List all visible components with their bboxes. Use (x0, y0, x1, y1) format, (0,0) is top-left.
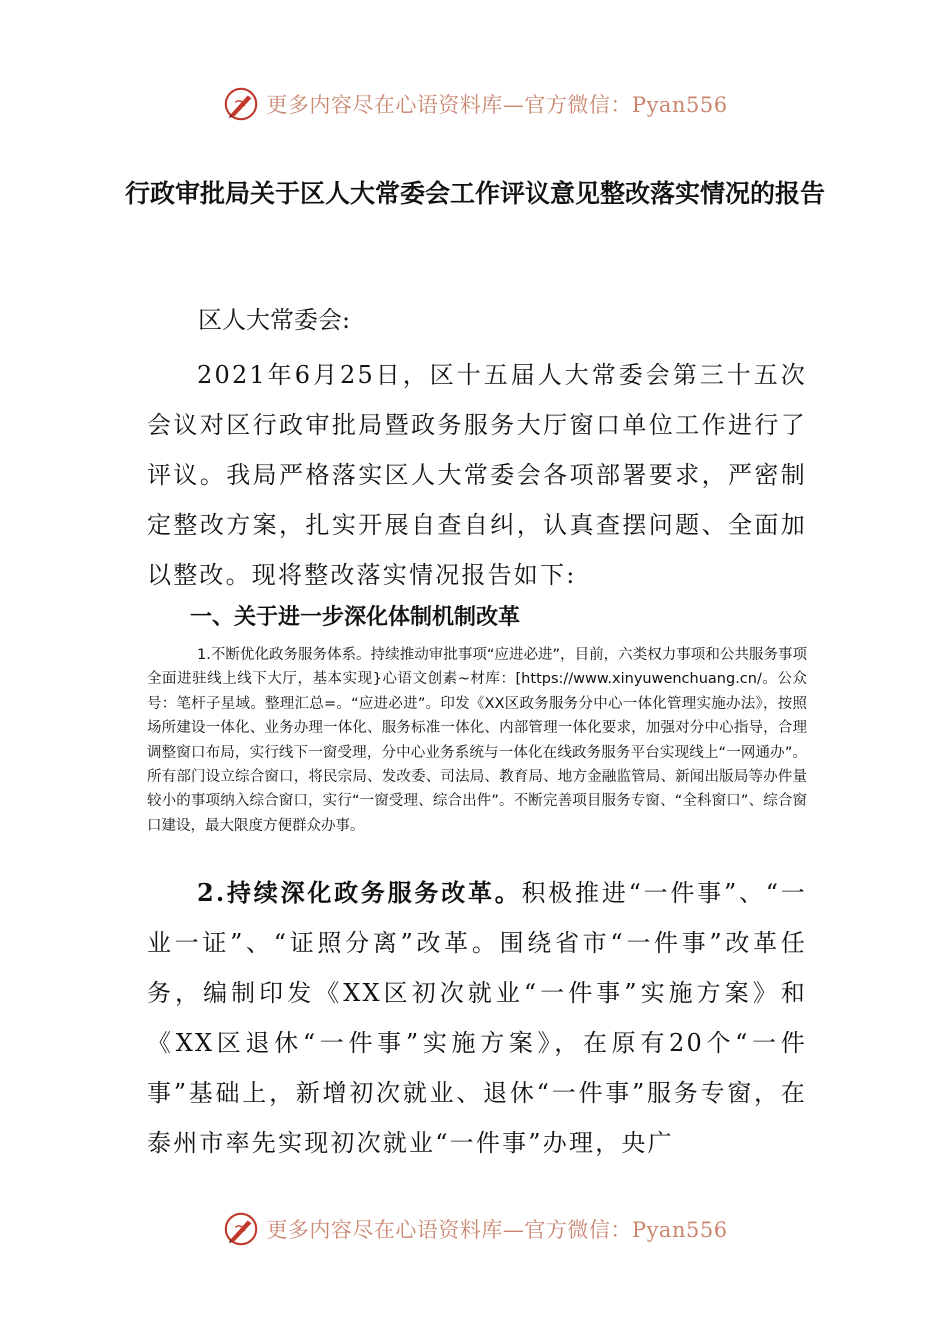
item-1-paragraph: 1.不断优化政务服务体系。持续推动审批事项“应进必进”，目前，六类权力事项和公共服务事项全面进驻线上线下大厅，基本实现}心语文创素~材库：[https://www.xinyuwenchuang.cn/。公众号：笔杆子星域。整理汇总=。“应进必进”。印发《XX区政务服务分中心一体化管理实施办法》，按照场所建设一体化、业务办理一体化、服务标准一体化、内部管理一体化要求，加强对分中心指导，合理调整窗口布局，实行线下一窗受理，分中心业务系统与一体化在线政务服务平台实现线上“一网通办”。所有部门设立综合窗口，将民宗局、发改委、司法局、教育局、地方金融监管局、新闻出版局等办件量较小的事项纳入综合窗口，实行“一窗受理、综合出件”。不断完善项目服务专窗、“全科窗口”、综合窗口建设，最大限度方便群众办事。 (147, 647, 807, 834)
item-2-paragraph (147, 868, 807, 1168)
header-watermark (0, 82, 950, 126)
salutation: 区人大常委会: (198, 306, 351, 334)
item-2-text: 积极推进“一件事”、“一业一证”、“证照分离”改革。围绕省市“一件事”改革任务，编制印发《XX区初次就业“一件事”实施方案》和《XX区退休“一件事”实施方案》，在原有20个“一件事”基础上，新增初次就业、退休“一件事”服务专窗，在泰州市率先实现初次就业“一件事”办理，央广 (147, 879, 808, 1157)
watermark-text: 更多内容尽在心语资料库—官方微信：Pyan556 (266, 93, 728, 117)
document-title: 行政审批局关于区人大常委会工作评议意见整改落实情况的报告 (124, 179, 825, 208)
intro-paragraph: 2021年6月25日，区十五届人大常委会第三十五次会议对区行政审批局暨政务服务大厅窗口单位工作进行了评议。我局严格落实区人大常委会各项部署要求，严密制定整改方案，扎实开展自查自纠，认真查摆问题、全面加以整改。现将整改落实情况报告如下: (147, 361, 807, 589)
pen-logo-icon (222, 85, 260, 123)
footer-watermark (0, 1207, 950, 1251)
pen-logo-icon (222, 1210, 260, 1248)
watermark-text: 更多内容尽在心语资料库—官方微信：Pyan556 (266, 1218, 728, 1242)
item-2-lead: 2.持续深化政务服务改革。 (197, 878, 522, 907)
section-heading: 一、关于进一步深化体制机制改革 (190, 605, 521, 630)
